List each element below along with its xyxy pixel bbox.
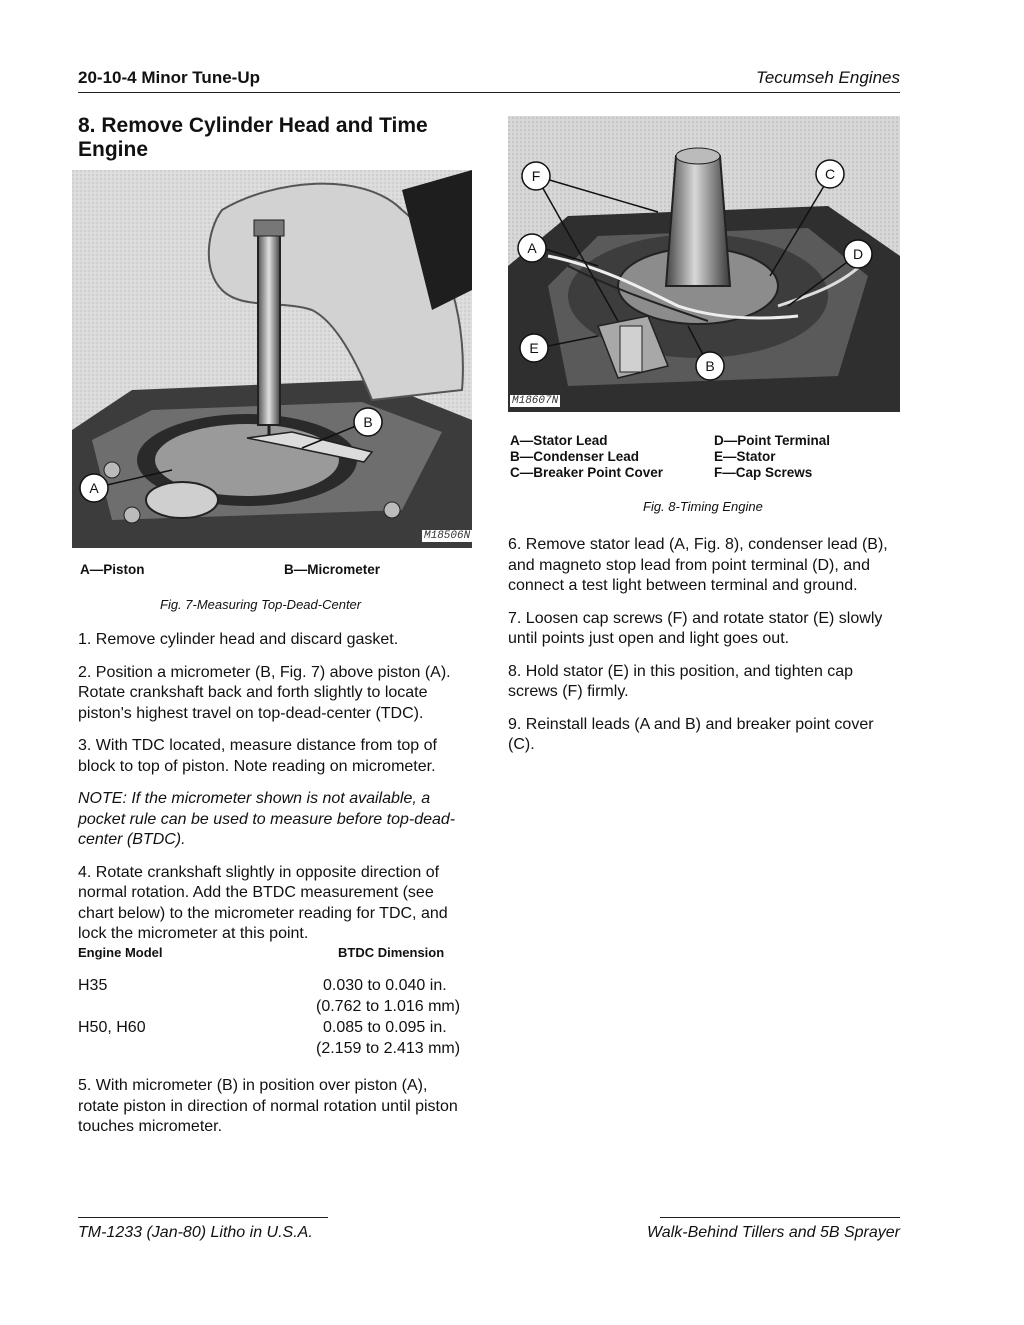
table-row-in: 0.030 to 0.040 in. [323,977,447,994]
manual-title-header: Tecumseh Engines [756,68,900,87]
fig8-marker-c-text: C [824,166,836,182]
table-row-mm: (2.159 to 2.413 mm) [316,1040,461,1057]
fig8-marker-b [696,352,724,380]
fig8-callout-c: C—Breaker Point Cover [510,465,664,480]
header-rule [78,92,900,93]
table-row-model: H50, H60 [78,1019,146,1036]
fig7-caption: Fig. 7-Measuring Top-Dead-Center [160,597,362,612]
fig8-marker-d [844,240,872,268]
step-5-block [78,1076,470,1150]
fig8-callout-d: D—Point Terminal [714,433,831,448]
fig8-photo [508,116,900,412]
fig8-marker-d-text: D [852,246,864,262]
table-header-btdc: BTDC Dimension [338,945,445,960]
step-8: 8. Hold stator (E) in this position, and tighten cap screws (F) firmly. [508,662,854,700]
fig8-callout-e: E—Stator [714,449,776,464]
fig8-marker-f-text: F [531,168,541,184]
fig8-photo-drawing [508,116,900,412]
footer-publication: TM-1233 (Jan-80) Litho in U.S.A. [78,1224,313,1241]
fig7-callout-b: B—Micrometer [284,562,381,577]
fig7-photo-drawing [72,170,472,548]
note-btdc: NOTE: If the micrometer shown is not available, a pocket rule can be used to measure before top-dead-center (BTDC). [78,790,456,848]
step-6: 6. Remove stator lead (A, Fig. 8), condenser lead (B), and magneto stop lead from point terminal (D), and connect a test light between terminal and ground. [508,536,888,594]
fig8-marker-b-text: B [705,358,715,374]
fig8-callout-a: A—Stator Lead [510,433,608,448]
right-column-text [508,535,900,768]
fig7-marker-b-text: B [363,414,373,430]
fig7-marker-a-text: A [89,480,99,496]
table-row-mm: (0.762 to 1.016 mm) [316,998,461,1015]
fig8-marker-e [520,334,548,362]
fig7-callout-a: A—Piston [80,562,145,577]
step-9: 9. Reinstall leads (A and B) and breaker point cover (C). [508,715,874,753]
fig8-marker-e-text: E [529,340,539,356]
step-1: 1. Remove cylinder head and discard gasket. [78,631,399,648]
fig8-photo-id: M18607N [512,395,559,407]
fig8-callout-f: F—Cap Screws [714,465,813,480]
table-header-model: Engine Model [78,945,163,960]
step-4: 4. Rotate crankshaft slightly in opposite direction of normal rotation. Add the BTDC measurement (see chart below) to the micrometer reading for TDC, and lock the micrometer at this point. [78,863,448,942]
footer-product: Walk-Behind Tillers and 5B Sprayer [646,1224,900,1241]
left-column-text [78,630,470,957]
step-2: 2. Position a micrometer (B, Fig. 7) above piston (A). Rotate crankshaft back and forth slightly to locate piston's highest travel on top-dead-center (TDC). [78,663,451,722]
fig8-callout-b: B—Condenser Lead [510,449,640,464]
step-5: 5. With micrometer (B) in position over piston (A), rotate piston in direction of normal rotation until piston touches micrometer. [78,1077,458,1135]
table-row-model: H35 [78,977,108,994]
page-section-header: 20-10-4 Minor Tune-Up [78,68,260,87]
step-3: 3. With TDC located, measure distance from top of block to top of piston. Note reading on micrometer. [78,737,437,775]
fig8-marker-f [522,162,550,190]
step-7: 7. Loosen cap screws (F) and rotate stator (E) slowly until points just open and light goes out. [508,609,883,647]
fig8-marker-c [816,160,844,188]
section-title: 8. Remove Cylinder Head and Time Engine [78,114,428,161]
footer-rule-left [78,1217,328,1218]
fig8-caption: Fig. 8-Timing Engine [643,499,763,514]
table-row-in: 0.085 to 0.095 in. [323,1019,447,1036]
fig7-photo-id: M18506N [424,530,471,542]
fig8-marker-a-text: A [527,240,537,256]
fig7-photo [72,170,472,548]
fig8-marker-a [518,234,546,262]
footer-rule-right [660,1217,900,1218]
